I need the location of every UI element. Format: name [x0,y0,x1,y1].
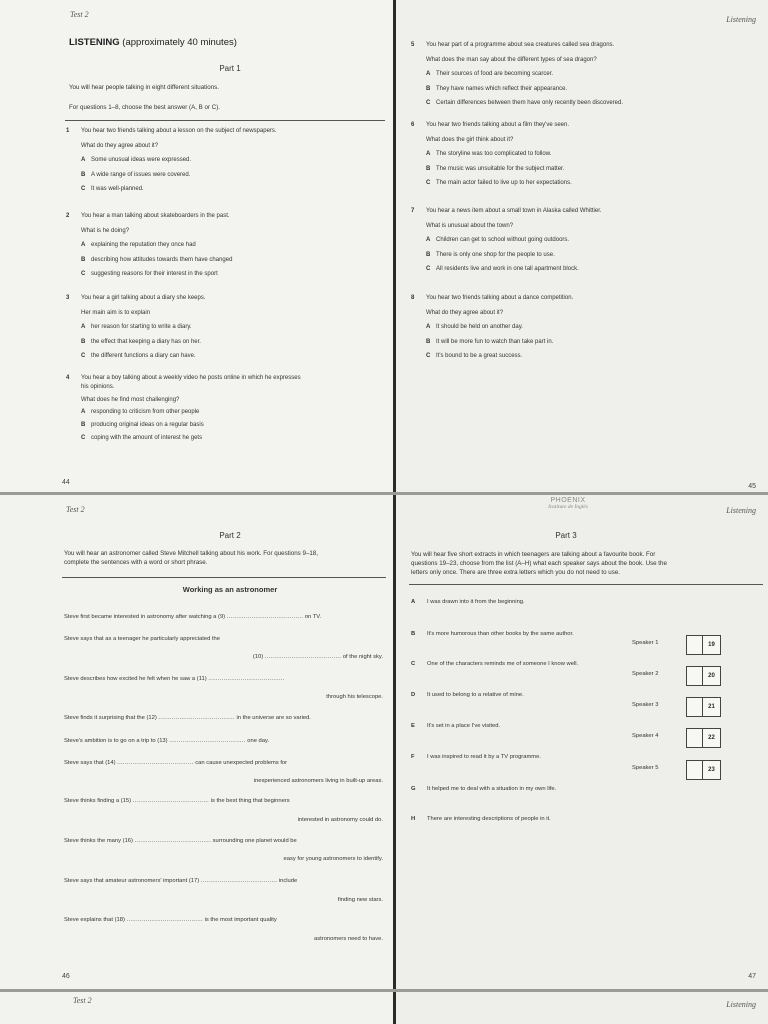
part-intro-1: You will hear five short extracts in which teenagers are talking about a favourite book. For [411,551,656,558]
option-b: B It will be more fun to watch than take part in. [426,338,554,345]
option-c: C the different functions a diary can have. [81,353,196,359]
option-c: C Certain differences between them have only recently been discovered. [426,100,623,106]
speaker-3-label: Speaker 3 [632,702,659,708]
logo-subtitle: Instituto de Inglés [548,504,588,510]
option-a: A The storyline was too complicated to follow. [426,151,552,157]
option-a: A Their sources of food are becoming scarcer. [426,71,554,77]
question-number: 6 [411,122,415,128]
question-stem: Her main aim is to explain [81,309,151,316]
sentence-17-end: finding new stars. [337,897,383,903]
sentence-10-start: Steve says that as a teenager he particularly appreciated the [64,636,220,642]
speaker-2-answer-box[interactable] [686,666,721,686]
divider [62,577,386,578]
sentence-15-start: Steve thinks finding a (15) ........................................ is the best thing that beginners [64,798,290,804]
question-context: You hear a news item about a small town in Alaska called Whittier. [426,208,602,214]
question-context: You hear two friends talking about a dance competition. [426,295,574,301]
part-intro-1: You will hear an astronomer called Steve Mitchell talking about his work. For questions 9–18, [64,550,318,557]
option-c: C coping with the amount of interest he gets [81,434,203,441]
part-heading: Part 2 [219,531,241,540]
speaker-4-label: Speaker 4 [632,733,659,739]
page-44 [0,0,393,492]
question-stem: What does the man say about the different types of sea dragon? [426,56,597,63]
question-stem: What is he doing? [81,227,130,234]
part-intro-2: questions 19–23, choose from the list (A–H) what each speaker says about the book. Use the [411,560,667,567]
option-a: A It should be held on another day. [426,324,523,330]
sentence-14-end: inexperienced astronomers living in built-up areas. [253,778,383,784]
page-number: 46 [62,973,70,980]
question-number: 4 [66,375,70,381]
running-header: Test 2 [70,10,89,19]
option-c: C The main actor failed to live up to her expectations. [426,180,572,186]
question-number: 7 [411,208,415,214]
page-47 [396,495,768,989]
sentence-18-start: Steve explains that (18) ........................................ is the most important quality [64,917,277,923]
page-number: 45 [748,483,756,490]
option-c: C One of the characters reminds me of someone I know well. [411,661,579,667]
question-6 [411,118,572,191]
part-heading: Part 1 [219,64,241,73]
page-number: 44 [62,479,70,486]
option-c: C suggesting reasons for their interest in the sport [81,271,218,277]
divider [65,120,385,121]
book-spine-bottom [393,992,396,1024]
speaker-1-answer-box[interactable] [686,635,721,655]
option-b: B They have names which reflect their appearance. [426,85,568,92]
option-b: B The music was unsuitable for the subject matter. [426,165,565,172]
page-48-partial [0,992,393,1024]
sentence-14-start: Steve says that (14) ........................................ can cause unexpected problems for [64,760,288,766]
page-number: 47 [748,973,756,980]
question-7 [411,204,602,277]
answer-number: 20 [702,667,720,685]
running-header: Test 2 [73,996,92,1005]
part-intro-2: For questions 1–8, choose the best answer (A, B or C). [69,104,220,111]
logo-name: PHOENIX [550,497,586,504]
question-context-cont: his opinions. [81,383,115,390]
page-45 [396,0,768,492]
section-title [69,37,237,48]
question-context: You hear two friends talking about a film they've seen. [426,122,570,128]
option-d: D It used to belong to a relative of mine. [411,692,524,698]
option-c: C All residents live and work in one tall apartment block. [426,266,579,272]
question-context: You hear a boy talking about a weekly video he posts online in which he expresses [81,375,301,381]
option-h: H There are interesting descriptions of people in it. [411,816,551,822]
question-number: 3 [66,295,70,301]
option-g: G It helped me to deal with a situation in my own life. [411,786,557,792]
question-stem: What do they agree about it? [81,142,159,149]
option-a: A responding to criticism from other people [81,409,200,416]
section-title-bold: LISTENING [69,37,120,48]
option-b: B There is only one shop for the people to use. [426,251,555,258]
part-intro-1: You will hear people talking in eight different situations. [69,84,219,91]
sentence-9: Steve first became interested in astronomy after watching a (9) ........................................ on TV. [64,614,322,620]
option-a: A Children can get to school without going outdoors. [426,237,570,243]
question-stem: What do they agree about it? [426,309,504,316]
answer-number: 21 [702,698,720,716]
running-header: Listening [726,1000,756,1009]
part-intro-2: complete the sentences with a word or short phrase. [64,559,208,566]
book-spine-middle [393,495,396,989]
question-stem: What does he find most challenging? [81,396,180,403]
part-intro-3: letters only once. There are three extra letters which you do not need to use. [411,569,621,576]
option-a: A explaining the reputation they once had [81,242,196,248]
sentence-18-end: astronomers need to have. [314,936,383,942]
option-b: B the effect that keeping a diary has on her. [81,338,201,345]
part-heading: Part 3 [555,531,577,540]
option-c: C It's bound to be a great success. [426,353,523,359]
running-header: Listening [726,15,756,24]
speaker-5-answer-box[interactable] [686,760,721,780]
question-context: You hear a girl talking about a diary she keeps. [81,295,206,301]
page-49-partial [396,992,768,1024]
sentence-16-end: easy for young astronomers to identify. [283,856,383,862]
divider [409,584,763,585]
running-header: Listening [726,506,756,515]
question-8 [411,291,573,364]
sentence-11-end: through his telescope. [326,694,383,700]
option-a: A Some unusual ideas were expressed. [81,157,192,163]
question-context: You hear part of a programme about sea creatures called sea dragons. [426,42,615,48]
sentence-17-start: Steve says that amateur astronomers' important (17) ........................................ include [64,878,298,884]
sentence-15-end: interested in astronomy could do. [297,817,383,823]
sentence-10-end: (10) ........................................ of the night sky. [252,654,383,660]
institute-logo [526,497,610,510]
speaker-2-label: Speaker 2 [632,671,659,677]
question-context: You hear two friends talking about a lesson on the subject of newspapers. [81,128,277,134]
sentence-13: Steve's ambition is to go on a trip to (13) ........................................ one day. [64,738,270,744]
question-number: 5 [411,42,415,48]
sentence-11-start: Steve describes how excited he felt when he saw a (11) ........................................ [64,676,285,682]
option-b: B describing how attitudes towards them have changed [81,256,233,263]
sentence-16-start: Steve thinks the many (16) ........................................ surrounding one planet would be [64,838,297,844]
question-number: 2 [66,213,70,219]
question-2 [66,209,232,282]
sentence-12: Steve finds it surprising that the (12) ........................................ in the universe are so varied. [64,715,311,721]
running-header: Test 2 [66,505,85,514]
question-4 [66,372,301,445]
option-a: A I was drawn into it from the beginning. [411,599,525,605]
option-f: F I was inspired to read it by a TV programme. [411,754,541,760]
speaker-5-label: Speaker 5 [632,765,659,771]
question-3 [66,291,206,364]
speaker-3-answer-box[interactable] [686,697,721,717]
question-context: You hear a man talking about skateboarders in the past. [81,213,230,219]
question-5 [411,38,623,111]
answer-number: 22 [702,729,720,747]
worksheet-heading: Working as an astronomer [182,585,278,594]
option-b: B producing original ideas on a regular basis [81,422,204,429]
question-number: 8 [411,295,415,301]
answer-number: 19 [702,636,720,654]
question-number: 1 [66,128,70,134]
answer-number: 23 [702,761,720,779]
question-1 [66,124,277,197]
speaker-1-label: Speaker 1 [632,640,659,646]
option-a: A her reason for starting to write a diary. [81,324,192,330]
section-title-rest: (approximately 40 minutes) [119,37,237,48]
question-stem: What does the girl think about it? [426,136,514,143]
speaker-4-answer-box[interactable] [686,728,721,748]
question-stem: What is unusual about the town? [426,222,514,229]
option-c: C It was well-planned. [81,186,144,192]
book-spine-top [393,0,396,492]
option-e: E It's set in a place I've visited. [411,723,501,729]
page-46 [0,495,393,989]
option-b: B It's more humorous than other books by the same author. [411,631,574,637]
option-b: B A wide range of issues were covered. [81,171,191,178]
